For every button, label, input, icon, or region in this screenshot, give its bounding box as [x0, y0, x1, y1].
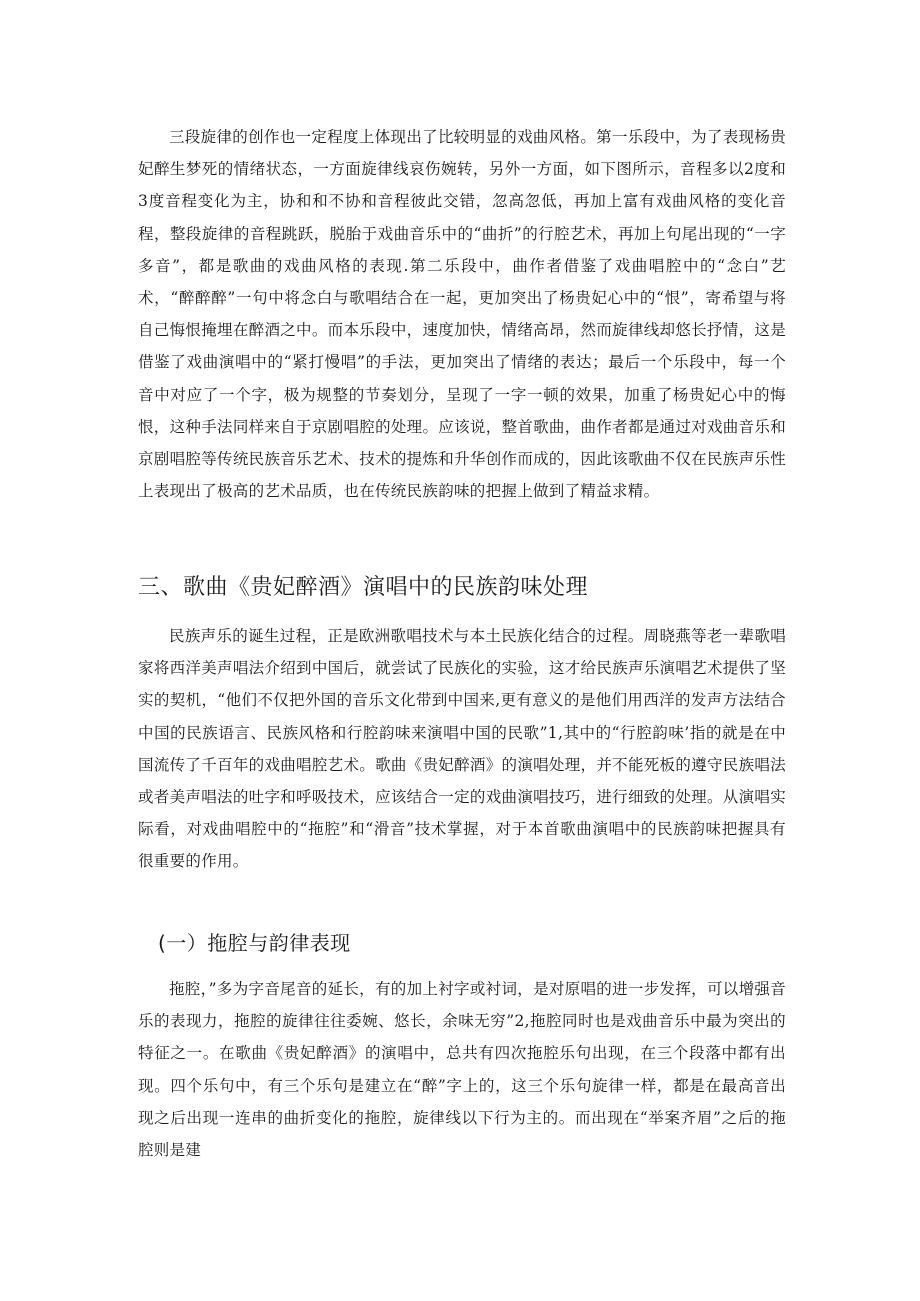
body-paragraph-melody-style: 三段旋律的创作也一定程度上体现出了比较明显的戏曲风格。第一乐段中，为了表现杨贵妃醉生梦死的情绪状态，一方面旋律线哀伤婉转，另外一方面，如下图所示，音程多以2度和3度音程变化为主，协和和不协和音程彼此交错，忽高忽低，再加上富有戏曲风格的变化音程，整段旋律的音程跳跃，脱胎于戏曲音乐中的“曲折”的行腔艺术，再加上句尾出现的“一字多音”，都是歌曲的戏曲风格的表现.第二乐段中，曲作者借鉴了戏曲唱腔中的“念白”艺术，“醉醉醉”一句中将念白与歌唱结合在一起，更加突出了杨贵妃心中的“恨”，寄希望与将自己悔恨掩埋在醉酒之中。而本乐段中，速度加快，情绪高昂，然而旋律线却悠长抒情，这是借鉴了戏曲演唱中的“紧打慢唱”的手法，更加突出了情绪的表达；最后一个乐段中，每一个音中对应了一个字，极为规整的节奏划分，呈现了一字一顿的效果，加重了杨贵妃心中的悔恨，这种手法同样来自于京剧唱腔的处理。应该说，整首歌曲，曲作者都是通过对戏曲音乐和京剧唱腔等传统民族音乐艺术、技术的提炼和升华创作而成的，因此该歌曲不仅在民族声乐性上表现出了极高的艺术品质，也在传统民族韵味的把握上做到了精益求精。 [138, 128, 786, 501]
subsection-heading-drag-tone: (一）拖腔与韵律表现 [158, 931, 351, 955]
body-paragraph-drag-tone: 拖腔，”多为字音尾音的延长，有的加上衬字或衬词，是对原唱的进一步发挥，可以增强音乐的表现力，拖腔的旋律往往委婉、悠长，余味无穷”2,拖腔同时也是戏曲音乐中最为突出的特征之一。在歌曲《贵妃醉酒》的演唱中，总共有四次拖腔乐句出现，在三个段落中都有出现。四个乐句中，有三个乐句是建立在“醉”字上的，这三个乐句旋律一样，都是在最高音出现之后出现一连串的曲折变化的拖腔，旋律线以下行为主的。而出现在“举案齐眉”之后的拖腔则是建 [138, 980, 786, 1160]
section-heading-ethnic-charm: 三、歌曲《贵妃醉酒》演唱中的民族韵味处理 [138, 575, 589, 600]
body-paragraph-ethnic-vocal: 民族声乐的诞生过程，正是欧洲歌唱技术与本土民族化结合的过程。周晓燕等老一辈歌唱家将西洋美声唱法介绍到中国后，就尝试了民族化的实验，这才给民族声乐演唱艺术提供了坚实的契机，“他们不仅把外国的音乐文化带到中国来,更有意义的是他们用西洋的发声方法结合中国的民族语言、民族风格和行腔韵味来演唱中国的民歌”1,其中的“行腔韵味’指的就是在中国流传了千百年的戏曲唱腔艺术。歌曲《贵妃醉酒》的演唱处理，并不能死板的遵守民族唱法或者美声唱法的吐字和呼吸技术，应该结合一定的戏曲演唱技巧，进行细致的处理。从演唱实际看，对戏曲唱腔中的“拖腔”和“滑音”技术掌握，对于本首歌曲演唱中的民族韵味把握具有很重要的作用。 [138, 627, 786, 871]
